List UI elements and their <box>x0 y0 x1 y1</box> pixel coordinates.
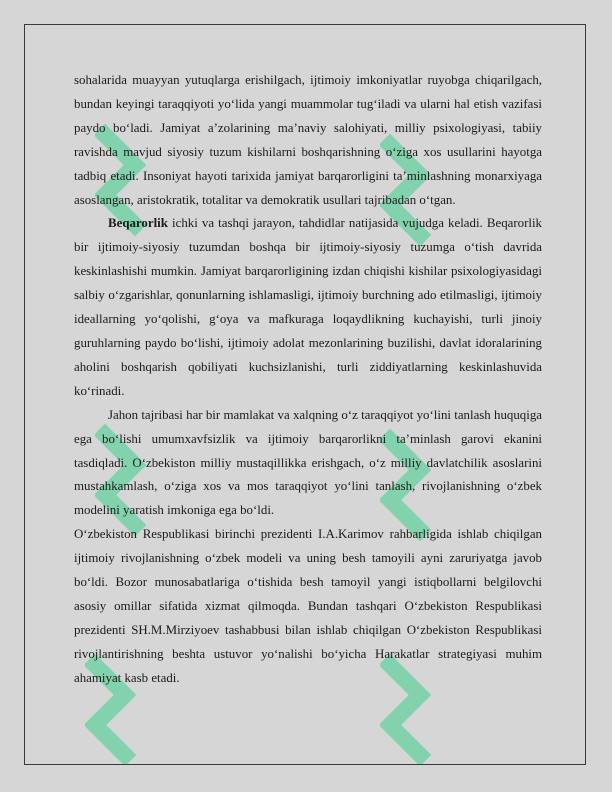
bold-term: Beqarorlik <box>108 216 168 231</box>
paragraph-text: Jahon tajribasi har bir mamlakat va xalqning o‘z taraqqiyot yo‘lini tanlash huquqiga ega bo‘lishi umumxavfsizlik va ijtimoiy barqarorlikni ta’minlash garovi ekanini tasdiqladi. O‘zbekiston milliy mustaqillikka erishgach, o‘z milliy davlatchilik asoslarini mustahkamlash, o‘ziga xos va mos taraqqiyot yo‘lini tanlash, rivojlanishning o‘zbek modelini yaratish imkoniga ega bo‘ldi. <box>74 407 542 518</box>
paragraph <box>74 69 542 212</box>
paragraph <box>74 523 542 690</box>
paragraph-text: O‘zbekiston Respublikasi birinchi prezidenti I.A.Karimov rahbarligida ishlab chiqilgan ijtimoiy rivojlanishning o‘zbek modeli va uning besh tamoyili ayni zaruriyatga javob bo‘ldi. Bozor munosabatlariga o‘tishida besh tamoyil yangi istiqbollarni belgilovchi asosiy omillar sifatida xizmat qilmoqda. Bundan tashqari O‘zbekiston Respublikasi prezidenti SH.M.Mirziyoev tashabbusi bilan ishlab chiqilgan O‘zbekiston Respublikasi rivojlantirishning beshta ustuvor yo‘nalishi bo‘yicha Harakatlar strategiyasi muhim ahamiyat kasb etadi. <box>74 527 542 685</box>
body-text <box>74 69 542 691</box>
paragraph-text: sohalarida muayyan yutuqlarga erishilgach, ijtimoiy imkoniyatlar ruyobga chiqarilgach, bundan keyingi taraqqiyoti yo‘lida yangi muammolar tug‘iladi va ularni hal etish vazifasi paydo bo‘ladi. Jamiyat a’zolarining ma’naviy salohiyati, milliy psixologiyasi, tabiiy ravishda mavjud siyosiy tuzum kishilarni boshqarishning o‘ziga xos usullarini hayotga tadbiq etadi. Insoniyat hayoti tarixida jamiyat barqarorligini ta’minlashning monarxiyaga asoslangan, aristokratik, totalitar va demokratik usullari tajribadan o‘tgan. <box>74 73 542 207</box>
paragraph <box>74 404 542 524</box>
paragraph <box>74 212 542 403</box>
page-frame <box>24 24 586 765</box>
paragraph-text: ichki va tashqi jarayon, tahdidlar natijasida vujudga keladi. Beqarorlik bir ijtimoiy-siyosiy tuzumdan boshqa bir ijtimoiy-siyosiy tuzumga o‘tish davrida keskinlashishi mumkin. Jamiyat barqarorligining izdan chiqishi kishilar psixologiyasidagi salbiy o‘zgarishlar, qonunlarning ishlamasligi, ijtimoiy burchning ado etilmasligi, ijtimoiy ideallarning yo‘qolishi, g‘oya va mafkuraga loqaydlikning kuchayishi, turli jinoiy guruhlarning paydo bo‘lishi, ijtimoiy adolat mezonlarining buzilishi, davlat idoralarining aholini boshqarish qobiliyati kuchsizlanishi, turli ziddiyatlarning keskinlashuvida ko‘rinadi. <box>74 216 542 398</box>
